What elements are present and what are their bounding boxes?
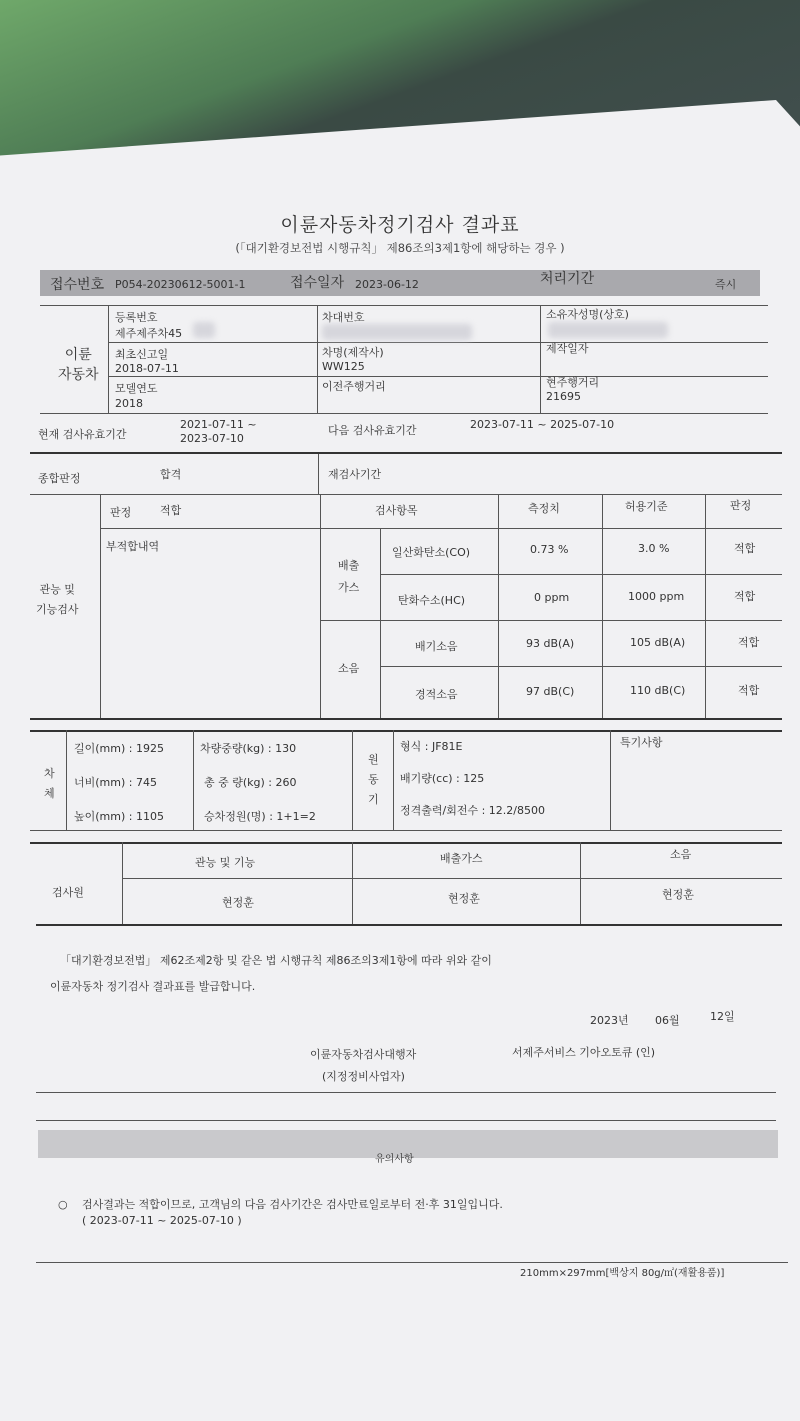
issue-date-month: 06월 [655,1014,680,1027]
inspector-col-func: 관능 및 기능 [195,856,256,869]
engine-displacement: 배기량(cc) : 125 [400,772,485,785]
maker-date-label: 제작일자 [546,342,589,355]
redaction-blur [193,322,215,338]
agency-name: 서제주서비스 기아오토큐 (인) [512,1046,656,1059]
processing-value: 즉시 [715,278,737,291]
body-label: 차 체 [44,767,55,800]
inspector-name-exhaust: 현정훈 [448,892,480,905]
next-valid-label: 다음 검사유효기간 [328,424,417,437]
judge-value: 적합 [160,504,182,517]
exhaust-label: 배출 가스 [338,559,360,594]
notice-bullet: ○ [58,1198,68,1211]
row-allowed: 110 dB(C) [630,684,686,697]
inspector-label: 검사원 [52,886,84,899]
model-year-label: 모델연도 [115,382,158,395]
col-judge: 판정 [730,499,752,512]
vehicle-section-label: 이륜 자동차 [58,347,99,383]
row-allowed: 1000 ppm [628,590,685,603]
statement-line-1: 「대기환경보전법」 제62조제2항 및 같은 법 시행규칙 제86조의3제1항에 따라 위와 같이 [60,954,492,967]
row-measured: 0.73 % [530,543,569,556]
inspector-name-noise: 현정훈 [662,888,694,901]
owner-label: 소유자성명(상호) [546,308,629,321]
body-length: 길이(mm) : 1925 [74,742,164,755]
statement-line-2: 이륜자동차 정기검사 결과표를 발급합니다. [50,980,256,993]
body-weight: 차량중량(kg) : 130 [200,742,297,755]
judge-label: 판정 [110,506,132,519]
cur-mileage-value: 21695 [546,390,581,403]
prev-mileage-label: 이전주행거리 [322,380,386,393]
notice-line-1: 검사결과는 적합이므로, 고객님의 다음 검사기간은 검사만료일로부터 전·후 31일입니다. [82,1198,503,1211]
body-height: 높이(mm) : 1105 [74,810,164,823]
first-reg-value: 2018-07-11 [115,362,179,375]
redaction-blur [322,324,472,340]
row-item: 경적소음 [415,688,458,701]
cur-valid-from: 2021-07-11 ~ [180,418,257,431]
next-valid-value: 2023-07-11 ~ 2025-07-10 [470,418,615,431]
agency-label-2: (지정정비사업자) [322,1070,405,1083]
row-judge: 적합 [738,636,760,649]
document-title: 이륜자동차정기검사 결과표 [280,214,520,236]
reinspect-label: 재검사기간 [328,468,382,481]
issue-date-year: 2023년 [590,1014,629,1027]
model-name-label: 차명(제작사) [322,346,384,359]
inspection-result-document [0,100,800,1421]
receipt-no-label: 접수번호 [50,277,105,293]
func-section-label: 관능 및 기능검사 [36,583,79,616]
row-item: 배기소음 [415,640,458,653]
row-measured: 97 dB(C) [526,685,575,698]
chassis-label: 차대번호 [322,311,365,324]
reg-no-value: 제주제주차45 [115,327,183,340]
engine-rated-power: 정격출력/회전수 : 12.2/8500 [400,804,545,817]
row-allowed: 105 dB(A) [630,636,686,649]
agency-label-1: 이륜자동차검사대행자 [310,1048,417,1061]
row-allowed: 3.0 % [638,542,670,555]
col-measured: 측정치 [528,502,560,515]
row-item: 일산화탄소(CO) [392,546,471,559]
inspector-col-noise: 소음 [670,848,692,861]
defect-label: 부적합내역 [106,540,160,553]
redaction-blur [548,322,668,338]
remarks-label: 특기사항 [620,736,663,749]
col-allowed: 허용기준 [625,500,668,513]
body-width: 너비(mm) : 745 [74,776,157,789]
engine-label: 원 동 기 [368,753,379,806]
overall-label: 종합판정 [38,472,81,485]
noise-label: 소음 [338,662,360,675]
model-name-value: WW125 [322,360,365,373]
row-judge: 적합 [734,590,756,603]
row-measured: 93 dB(A) [526,637,575,650]
processing-label: 처리기간 [540,271,595,287]
notice-line-2: ( 2023-07-11 ~ 2025-07-10 ) [82,1214,242,1227]
receipt-date-label: 접수일자 [290,275,345,291]
paper-spec: 210mm×297mm[백상지 80g/㎡(재활용품)] [520,1268,725,1279]
engine-type: 형식 : JF81E [400,740,463,753]
body-capacity: 승차정원(명) : 1+1=2 [204,810,316,823]
inspector-name-func: 현정훈 [222,896,254,909]
receipt-no-value: P054-20230612-5001-1 [115,278,246,291]
document-subtitle: (「대기환경보전법 시행규칙」 제86조의3제1항에 해당하는 경우 ) [235,241,565,255]
body-total-weight: 총 중 량(kg) : 260 [204,776,297,789]
reg-no-label: 등록번호 [115,311,158,324]
row-judge: 적합 [738,684,760,697]
col-item: 검사항목 [375,504,418,517]
row-judge: 적합 [734,542,756,555]
first-reg-label: 최초신고일 [115,348,169,361]
issue-date-day: 12일 [710,1010,735,1023]
model-year-value: 2018 [115,397,143,410]
cur-mileage-label: 현주행거리 [546,376,600,389]
row-measured: 0 ppm [534,591,570,604]
receipt-date-value: 2023-06-12 [355,278,419,291]
overall-value: 합격 [160,468,182,481]
cur-valid-label: 현재 검사유효기간 [38,428,127,441]
notice-label: 유의사항 [375,1154,414,1165]
row-item: 탄화수소(HC) [398,594,466,607]
inspector-col-exhaust: 배출가스 [440,852,483,865]
cur-valid-to: 2023-07-10 [180,432,244,445]
